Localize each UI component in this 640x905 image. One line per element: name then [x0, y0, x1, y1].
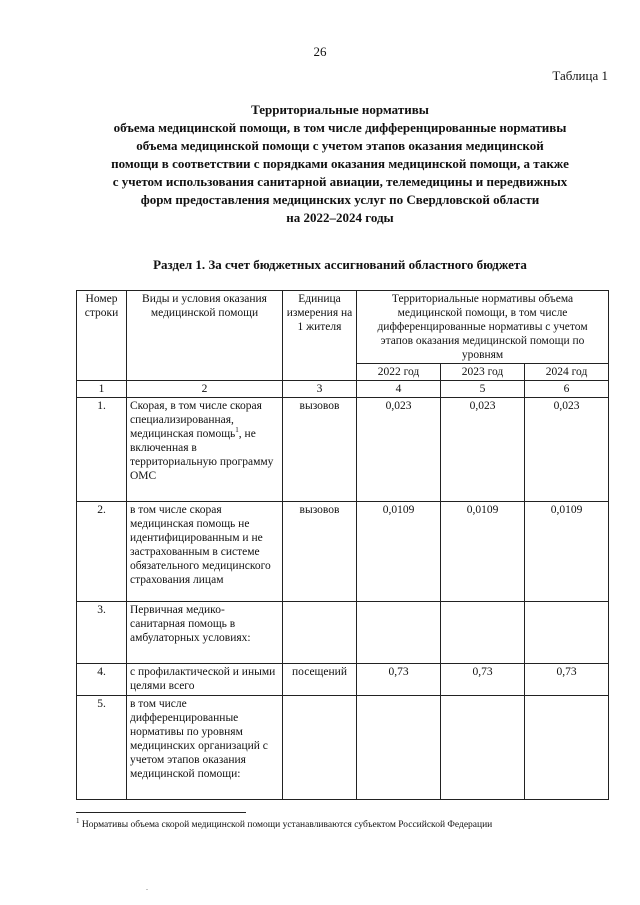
row-unit — [283, 602, 357, 664]
row-unit: вызовов — [283, 502, 357, 602]
row-number: 1. — [77, 398, 127, 502]
row-number: 5. — [77, 696, 127, 800]
header-year-2022: 2022 год — [357, 364, 441, 381]
header-kind: Виды и условия оказания медицинской помощи — [127, 291, 283, 381]
row-number: 4. — [77, 664, 127, 696]
document-title — [60, 101, 620, 227]
footnote — [76, 816, 616, 830]
title-line: помощи в соответствии с порядками оказания медицинской помощи, а также — [111, 156, 569, 171]
column-index-row — [77, 381, 609, 398]
row-value-2023: 0,73 — [441, 664, 525, 696]
row-value-2022 — [357, 602, 441, 664]
norms-table — [76, 290, 609, 800]
table-row — [77, 502, 609, 602]
row-number: 2. — [77, 502, 127, 602]
row-kind — [127, 398, 283, 502]
footnote-text: Нормативы объема скорой медицинской помощи устанавливаются субъектом Российской Федерации — [81, 820, 493, 830]
header-row — [77, 291, 609, 364]
column-index: 4 — [357, 381, 441, 398]
table-row — [77, 398, 609, 502]
row-value-2024 — [525, 602, 609, 664]
row-value-2023: 0,0109 — [441, 502, 525, 602]
row-value-2024: 0,023 — [525, 398, 609, 502]
row-unit — [283, 696, 357, 800]
row-kind-text-continued: , не включенная в территориальную программу ОМС — [130, 428, 274, 482]
table-row — [77, 602, 609, 664]
row-value-2024 — [525, 696, 609, 800]
row-value-2024: 0,73 — [525, 664, 609, 696]
column-index: 2 — [127, 381, 283, 398]
stray-mark: . — [146, 883, 148, 892]
row-value-2022: 0,023 — [357, 398, 441, 502]
column-index: 1 — [77, 381, 127, 398]
row-value-2024: 0,0109 — [525, 502, 609, 602]
title-line: объема медицинской помощи, в том числе дифференцированные нормативы — [113, 120, 567, 135]
row-kind: в том числе дифференцированные нормативы по уровням медицинских организаций с учетом этапов оказания медицинской помощи: — [127, 696, 283, 800]
row-unit: посещений — [283, 664, 357, 696]
row-number: 3. — [77, 602, 127, 664]
row-unit: вызовов — [283, 398, 357, 502]
row-kind: Первичная медико-санитарная помощь в амбулаторных условиях: — [127, 602, 283, 664]
row-kind: с профилактической и иными целями всего — [127, 664, 283, 696]
row-value-2023 — [441, 696, 525, 800]
title-line: форм предоставления медицинских услуг по Свердловской области — [140, 192, 540, 207]
row-value-2022: 0,73 — [357, 664, 441, 696]
header-year-2023: 2023 год — [441, 364, 525, 381]
title-line: Территориальные нормативы — [251, 102, 429, 117]
column-index: 6 — [525, 381, 609, 398]
row-kind-text: Скорая, в том числе скорая специализированная, медицинская помощь — [130, 400, 262, 440]
row-value-2022: 0,0109 — [357, 502, 441, 602]
title-line: на 2022–2024 годы — [286, 210, 394, 225]
footnote-reference: 1 — [235, 426, 239, 435]
column-index: 3 — [283, 381, 357, 398]
row-kind: в том числе скорая медицинская помощь не идентифицированным и не застрахованным в системе обязательного медицинского страхования лицам — [127, 502, 283, 602]
row-value-2023 — [441, 602, 525, 664]
table-row — [77, 664, 609, 696]
footnote-divider — [76, 812, 246, 813]
header-unit: Единица измерения на 1 жителя — [283, 291, 357, 381]
page-number: 26 — [313, 44, 327, 59]
title-line: объема медицинской помощи с учетом этапов оказания медицинской — [136, 138, 544, 153]
section-title: Раздел 1. За счет бюджетных ассигнований областного бюджета — [153, 257, 527, 272]
title-line: с учетом использования санитарной авиации, телемедицины и передвижных — [112, 174, 568, 189]
row-value-2023: 0,023 — [441, 398, 525, 502]
row-value-2022 — [357, 696, 441, 800]
header-year-2024: 2024 год — [525, 364, 609, 381]
header-norms: Территориальные нормативы объема медицинской помощи, в том числе дифференцированные нормативы с учетом этапов оказания медицинской помощи по уровням — [357, 291, 609, 364]
table-row — [77, 696, 609, 800]
table-label: Таблица 1 — [552, 68, 608, 83]
header-row-number: Номер строки — [77, 291, 127, 381]
column-index: 5 — [441, 381, 525, 398]
footnote-marker: 1 — [76, 816, 80, 825]
